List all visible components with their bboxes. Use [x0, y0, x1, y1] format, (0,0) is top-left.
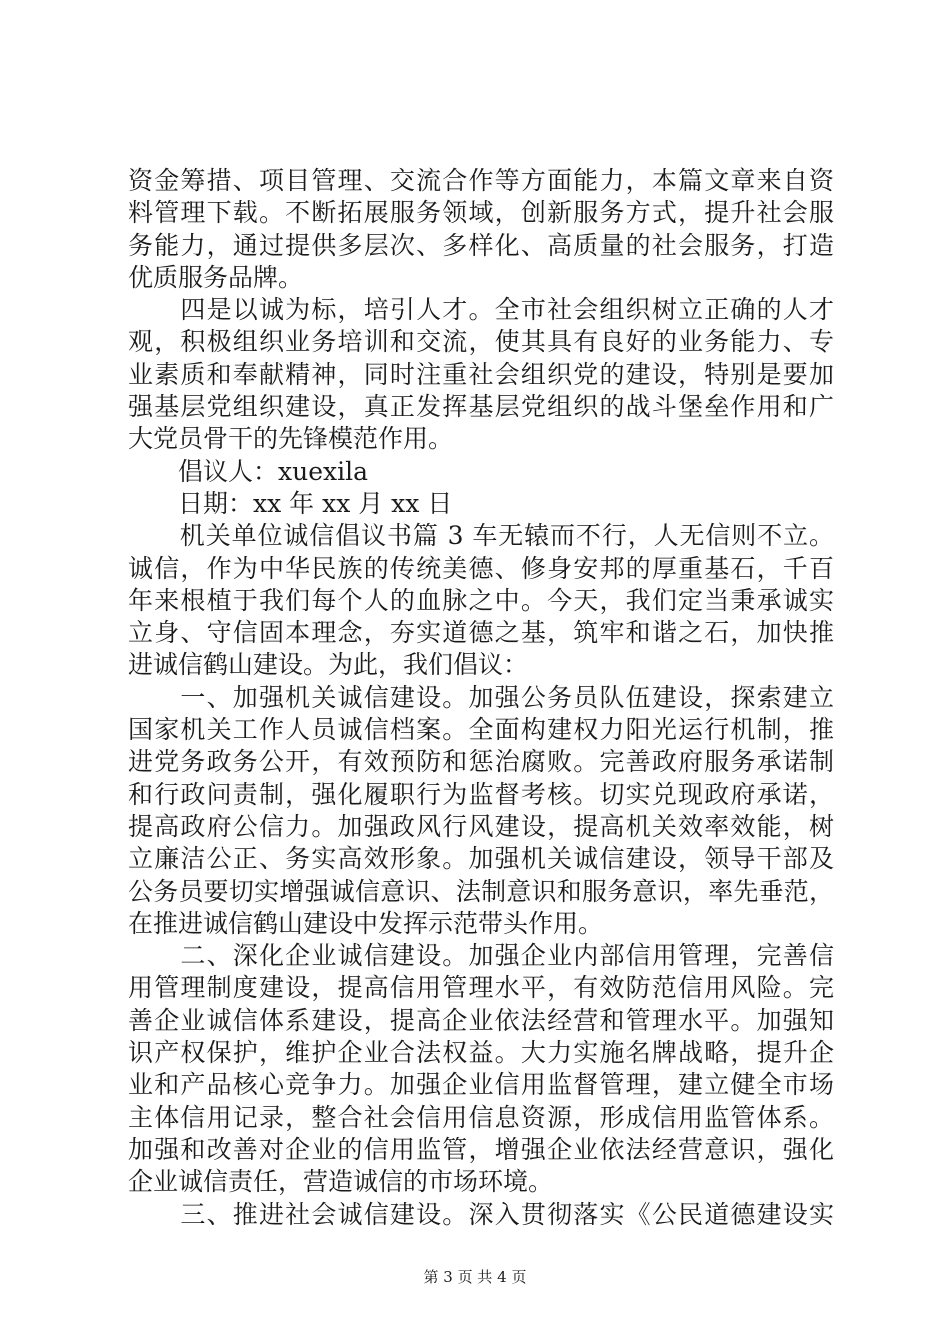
body-text-line: 加强和改善对企业的信用监管，增强企业依法经营意识，强化	[128, 1134, 834, 1164]
body-text-line: 一、加强机关诚信建设。加强公务员队伍建设，探索建立	[128, 682, 834, 712]
body-text-line: 年来根植于我们每个人的血脉之中。今天，我们定当秉承诚实	[128, 585, 834, 615]
body-text-line: 识产权保护，维护企业合法权益。大力实施名牌战略，提升企	[128, 1038, 834, 1068]
body-text-line: 立廉洁公正、务实高效形象。加强机关诚信建设，领导干部及	[128, 844, 834, 874]
body-text-line: 和行政问责制，强化履职行为监督考核。切实兑现政府承诺，	[128, 779, 834, 809]
body-text-line: 主体信用记录，整合社会信用信息资源，形成信用监管体系。	[128, 1102, 834, 1132]
body-text-line: 观，积极组织业务培训和交流，使其具有良好的业务能力、专	[128, 327, 834, 357]
body-text-line: 企业诚信责任，营造诚信的市场环境。	[128, 1167, 554, 1197]
body-text-line: 立身、守信固本理念，夯实道德之基，筑牢和谐之石，加快推	[128, 618, 834, 648]
body-text-line: 倡议人：xuexila	[128, 456, 368, 486]
body-text-line: 业和产品核心竞争力。加强企业信用监督管理，建立健全市场	[128, 1070, 834, 1100]
body-text-line: 用管理制度建设，提高信用管理水平，有效防范信用风险。完	[128, 973, 834, 1003]
body-text-line: 善企业诚信体系建设，提高企业依法经营和管理水平。加强知	[128, 1005, 834, 1035]
body-text-line: 进诚信鹤山建设。为此，我们倡议：	[128, 650, 529, 680]
body-text-line: 料管理下载。不断拓展服务领域，创新服务方式，提升社会服	[128, 198, 834, 228]
body-text-line: 进党务政务公开，有效预防和惩治腐败。完善政府服务承诺制	[128, 747, 834, 777]
body-text-line: 资金筹措、项目管理、交流合作等方面能力，本篇文章来自资	[128, 166, 834, 195]
body-text-line: 优质服务品牌。	[128, 262, 304, 292]
document-body	[128, 165, 834, 1231]
body-text-line: 国家机关工作人员诚信档案。全面构建权力阳光运行机制，推	[128, 715, 834, 745]
body-text-line: 诚信，作为中华民族的传统美德、修身安邦的厚重基石，千百	[128, 553, 834, 583]
body-text-line: 在推进诚信鹤山建设中发挥示范带头作用。	[128, 908, 604, 938]
body-text-line: 三、推进社会诚信建设。深入贯彻落实《公民道德建设实	[128, 1199, 834, 1229]
page-footer: 第 3 页 共 4 页	[423, 1268, 527, 1286]
body-text-line: 公务员要切实增强诚信意识、法制意识和服务意识，率先垂范，	[128, 876, 834, 906]
body-text-line: 四是以诚为标，培引人才。全市社会组织树立正确的人才	[128, 295, 834, 325]
body-text-line: 大党员骨干的先锋模范作用。	[128, 424, 454, 454]
body-text-line: 强基层党组织建设，真正发挥基层党组织的战斗堡垒作用和广	[128, 392, 834, 422]
body-text-line: 务能力，通过提供多层次、多样化、高质量的社会服务，打造	[128, 230, 834, 260]
body-text-line: 业素质和奉献精神，同时注重社会组织党的建设，特别是要加	[128, 359, 834, 389]
body-text-line: 提高政府公信力。加强政风行风建设，提高机关效率效能，树	[128, 811, 834, 841]
body-text-line: 机关单位诚信倡议书篇 3 车无辕而不行，人无信则不立。	[128, 521, 834, 551]
body-text-line: 日期：xx 年 xx 月 xx 日	[128, 488, 453, 518]
body-text-line: 二、深化企业诚信建设。加强企业内部信用管理，完善信	[128, 941, 834, 971]
